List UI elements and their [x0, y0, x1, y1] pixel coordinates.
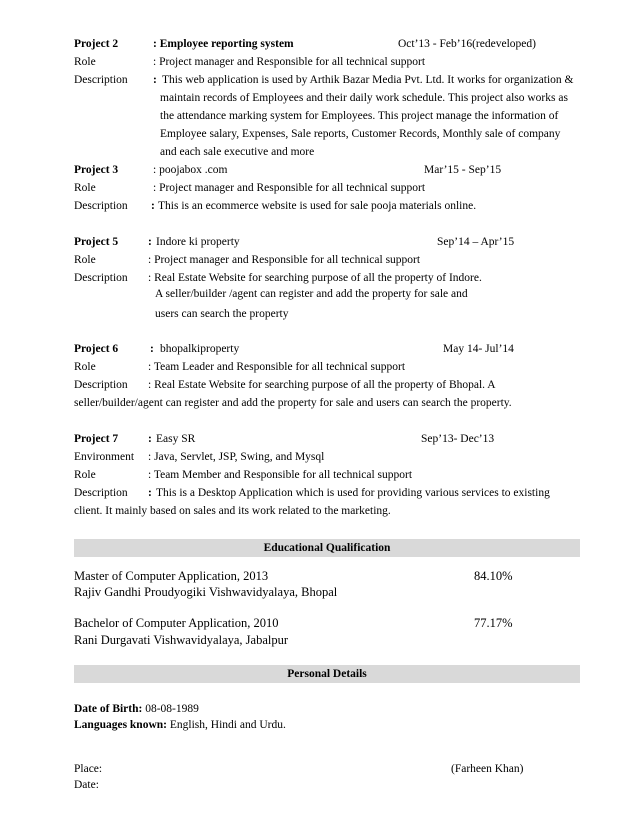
project-6-desc-line: : Real Estate Website for searching purpose of all the property of Bhopal. A: [148, 379, 496, 391]
project-2-name-text: : Employee reporting system: [153, 38, 294, 50]
project-2-desc-line: Employee salary, Expenses, Sale reports, Customer Records, Monthly sale of company: [160, 128, 561, 140]
project-6-dates: May 14- Jul’14: [443, 343, 514, 355]
project-2-desc-colon: :: [153, 74, 157, 86]
education-degree: Master of Computer Application, 2013: [74, 569, 269, 583]
project-7-role: : Team Member and Responsible for all technical support: [148, 469, 413, 481]
dob-label: Date of Birth:: [74, 703, 143, 715]
project-2-role-label: Role: [74, 56, 96, 68]
education-degree: Bachelor of Computer Application, 2010: [74, 616, 279, 630]
project-3-label: Project 3: [74, 164, 119, 176]
education-school: Rajiv Gandhi Proudyogiki Vishwavidyalaya, Bhopal: [74, 585, 338, 599]
project-5-desc-label: Description: [74, 272, 128, 284]
project-5-role-label: Role: [74, 254, 96, 266]
project-5-label: Project 5: [74, 236, 119, 248]
date-of-birth: [74, 703, 199, 715]
project-3-role: : Project manager and Responsible for all technical support: [153, 182, 426, 194]
project-5-role: : Project manager and Responsible for all technical support: [148, 254, 421, 266]
project-6-name: bhopalkiproperty: [160, 343, 240, 355]
project-7-desc-colon: :: [148, 487, 152, 499]
project-6-colon: :: [150, 343, 154, 355]
education-score: 84.10%: [474, 569, 513, 583]
project-2-dates: Oct’13 - Feb’16(redeveloped): [398, 38, 536, 50]
project-5-desc-line: A seller/builder /agent can register and add the property for sale and: [155, 288, 468, 300]
personal-heading: Personal Details: [74, 665, 580, 683]
project-5-name: Indore ki property: [156, 236, 240, 248]
project-3-desc-colon: :: [151, 200, 155, 212]
project-7-env: : Java, Servlet, JSP, Swing, and Mysql: [148, 451, 325, 463]
project-7-desc-label: Description: [74, 487, 128, 499]
project-2-role: : Project manager and Responsible for all technical support: [153, 56, 426, 68]
education-school: Rani Durgavati Vishwavidyalaya, Jabalpur: [74, 633, 289, 647]
project-3-desc-line: This is an ecommerce website is used for sale pooja materials online.: [158, 200, 477, 212]
project-2-label: Project 2: [74, 38, 119, 50]
project-7-role-label: Role: [74, 469, 96, 481]
project-6-desc-label: Description: [74, 379, 128, 391]
languages-known: [74, 719, 286, 731]
project-7-desc-line: client. It mainly based on sales and its work related to the marketing.: [74, 505, 391, 517]
project-7-dates: Sep’13- Dec’13: [421, 433, 495, 445]
project-2-desc-label: Description: [74, 74, 128, 86]
project-6-desc-line: seller/builder/agent can register and add the property for sale and users can search the property.: [74, 397, 512, 409]
project-2-name: [153, 38, 294, 50]
project-3-desc-label: Description: [74, 200, 128, 212]
project-7-desc-line: This is a Desktop Application which is used for providing various services to existing: [156, 487, 550, 499]
dob-value: 08-08-1989: [145, 703, 199, 715]
project-5-desc-line: users can search the property: [155, 308, 289, 320]
project-2-desc-line: This web application is used by Arthik Bazar Media Pvt. Ltd. It works for organization &: [162, 74, 574, 86]
languages-value: English, Hindi and Urdu.: [169, 719, 286, 731]
project-6-label: Project 6: [74, 343, 119, 355]
project-6-role-label: Role: [74, 361, 96, 373]
project-5-desc-line: : Real Estate Website for searching purpose of all the property of Indore.: [148, 272, 482, 284]
project-3-name: : poojabox .com: [153, 164, 228, 176]
project-2-desc-line: maintain records of Employees and their daily work schedule. This project also works as: [160, 92, 568, 104]
project-6-role: : Team Leader and Responsible for all technical support: [148, 361, 406, 373]
education-heading: Educational Qualification: [74, 539, 580, 557]
project-7-name: Easy SR: [156, 433, 196, 445]
project-5-colon: :: [148, 236, 152, 248]
project-2-desc-line: and each sale executive and more: [160, 146, 315, 158]
signature: (Farheen Khan): [451, 763, 524, 775]
place-label: Place:: [74, 763, 103, 775]
date-label: Date:: [74, 779, 99, 791]
project-5-dates: Sep’14 – Apr’15: [437, 236, 515, 248]
project-7-colon: :: [148, 433, 152, 445]
project-3-role-label: Role: [74, 182, 96, 194]
project-3-dates: Mar’15 - Sep’15: [424, 164, 502, 176]
languages-label: Languages known:: [74, 719, 167, 731]
education-score: 77.17%: [474, 616, 513, 630]
project-7-label: Project 7: [74, 433, 119, 445]
project-7-env-label: Environment: [74, 451, 135, 463]
project-2-desc-line: the attendance marking system for Employees. This project manage the information of: [160, 110, 559, 122]
